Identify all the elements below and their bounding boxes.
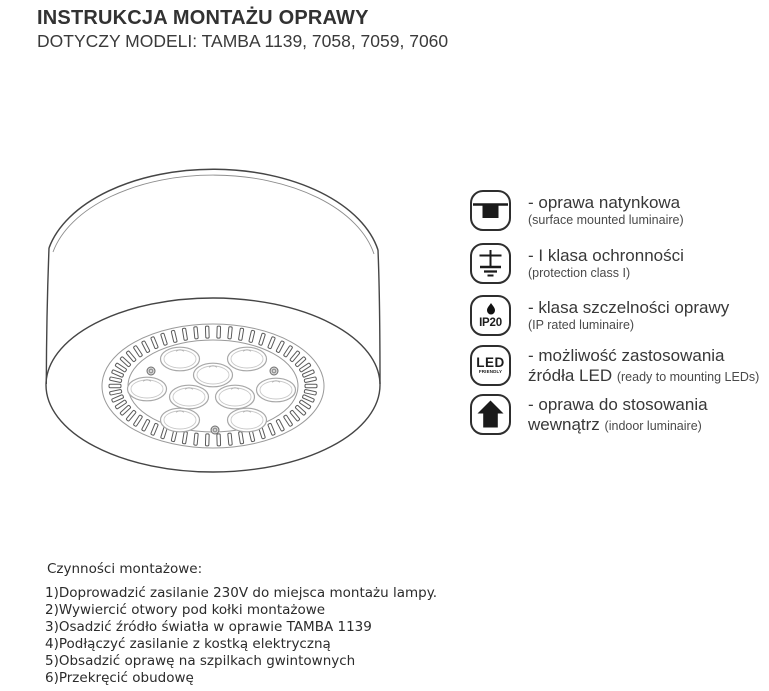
indoor-house-icon	[470, 394, 511, 435]
legend-sublabel: (indoor luminaire)	[604, 419, 702, 433]
led-text: LED	[476, 354, 505, 370]
led-lenses	[128, 347, 296, 432]
page-title: INSTRUKCJA MONTAŻU OPRAWY	[37, 7, 369, 29]
legend-label: - możliwość zastosowania	[528, 346, 725, 365]
water-drop-icon	[485, 303, 497, 316]
legend-item-protection-class	[470, 243, 684, 284]
legend-label-line2: wewnątrz (indoor luminaire)	[528, 415, 702, 434]
luminaire-technical-drawing	[40, 165, 430, 485]
instruction-step: 1)Doprowadzić zasilanie 230V do miejsca montażu lampy.	[45, 585, 438, 601]
instruction-step: 2)Wywiercić otwory pod kołki montażowe	[45, 602, 326, 618]
page-subtitle: DOTYCZY MODELI: TAMBA 1139, 7058, 7059, 7060	[37, 31, 449, 51]
instruction-step: 4)Podłączyć zasilanie z kostką elektryczną	[45, 636, 331, 652]
mounting-instructions	[45, 585, 437, 687]
instructions-heading: Czynności montażowe:	[47, 561, 203, 577]
surface-mounted-icon	[470, 190, 511, 231]
legend-label-line2: źródła LED (ready to mounting LEDs)	[528, 366, 760, 385]
legend-label: - I klasa ochronności	[528, 246, 684, 265]
legend-sublabel: (surface mounted luminaire)	[528, 213, 684, 227]
instruction-step: 6)Przekręcić obudowę	[45, 670, 194, 686]
legend-item-ip-rating	[470, 295, 729, 336]
legend-sublabel: (ready to mounting LEDs)	[616, 370, 760, 384]
legend-item-surface-mounted	[470, 190, 684, 231]
legend-item-indoor	[470, 394, 708, 436]
legend-label: - klasa szczelności oprawy	[528, 298, 730, 317]
ip-rating-text: IP20	[479, 316, 502, 329]
legend-sublabel: (IP rated luminaire)	[528, 318, 635, 332]
led-friendly-icon	[470, 345, 511, 386]
led-friendly-text: FRIENDLY	[478, 369, 503, 374]
ip-rating-icon	[470, 295, 511, 336]
legend-label: - oprawa natynkowa	[528, 193, 681, 212]
instruction-step: 3)Osadzić źródło światła w oprawie TAMBA 1139	[45, 619, 372, 635]
legend-item-led-friendly	[470, 345, 759, 387]
instruction-step: 5)Obsadzić oprawę na szpilkach gwintownych	[45, 653, 356, 669]
legend-label: - oprawa do stosowania	[528, 395, 708, 414]
legend-sublabel: (protection class I)	[528, 266, 631, 280]
protection-class-ground-icon	[470, 243, 511, 284]
